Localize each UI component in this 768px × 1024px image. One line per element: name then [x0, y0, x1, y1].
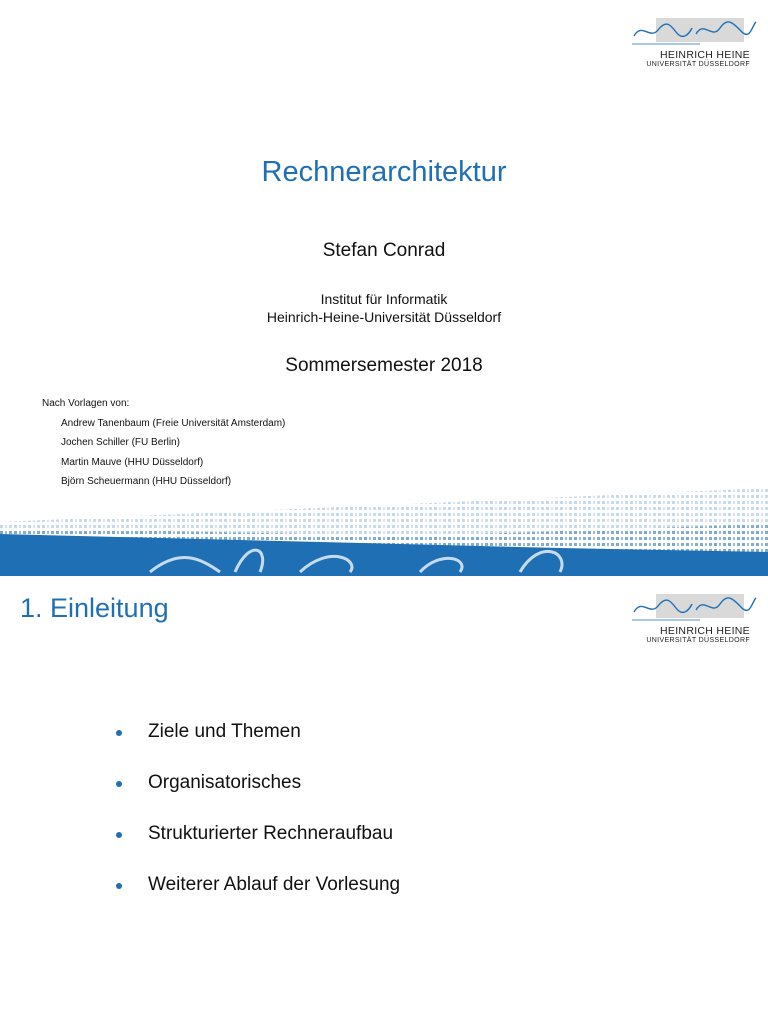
logo-university: UNIVERSITÄT DÜSSELDORF: [646, 61, 750, 68]
slide-heading: 1. Einleitung: [20, 593, 169, 623]
credit-item: Andrew Tanenbaum (Freie Universität Amsterdam): [61, 418, 286, 429]
institute-line-1: Institut für Informatik: [320, 291, 448, 307]
author: Stefan Conrad: [322, 240, 446, 261]
bullet-dot-icon: [116, 832, 122, 838]
logo-name: HEINRICH HEINE: [660, 49, 750, 61]
semester: Sommersemester 2018: [285, 355, 483, 376]
credit-item: Jochen Schiller (FU Berlin): [61, 437, 180, 449]
bullet-text: Ziele und Themen: [148, 721, 301, 742]
bullet-dot-icon: [116, 883, 122, 889]
university-logo: [630, 14, 760, 74]
signature-logo-icon: [630, 590, 760, 626]
binary-banner-graphic: [0, 488, 768, 576]
bullet-text: Organisatorisches: [148, 772, 302, 793]
credits-list: [61, 418, 285, 495]
presentation-title: Rechnerarchitektur: [261, 156, 507, 188]
university-logo: [630, 590, 760, 650]
content-slide: [0, 576, 768, 1024]
credit-item: Martin Mauve (HHU Düsseldorf): [61, 456, 204, 468]
bullet-dot-icon: [116, 781, 122, 787]
credit-item: Björn Scheuermann (HHU Düsseldorf): [61, 475, 232, 487]
institute-line-2: Heinrich-Heine-Universität Düsseldorf: [266, 309, 502, 325]
bullet-dot-icon: [116, 730, 122, 736]
credits-heading: Nach Vorlagen von:: [42, 398, 130, 409]
signature-logo-icon: [630, 14, 760, 50]
logo-name: HEINRICH HEINE: [660, 625, 750, 637]
logo-university: UNIVERSITÄT DÜSSELDORF: [646, 637, 750, 644]
bullet-text: Weiterer Ablauf der Vorlesung: [148, 874, 401, 895]
bullet-text: Strukturierter Rechneraufbau: [148, 823, 394, 844]
